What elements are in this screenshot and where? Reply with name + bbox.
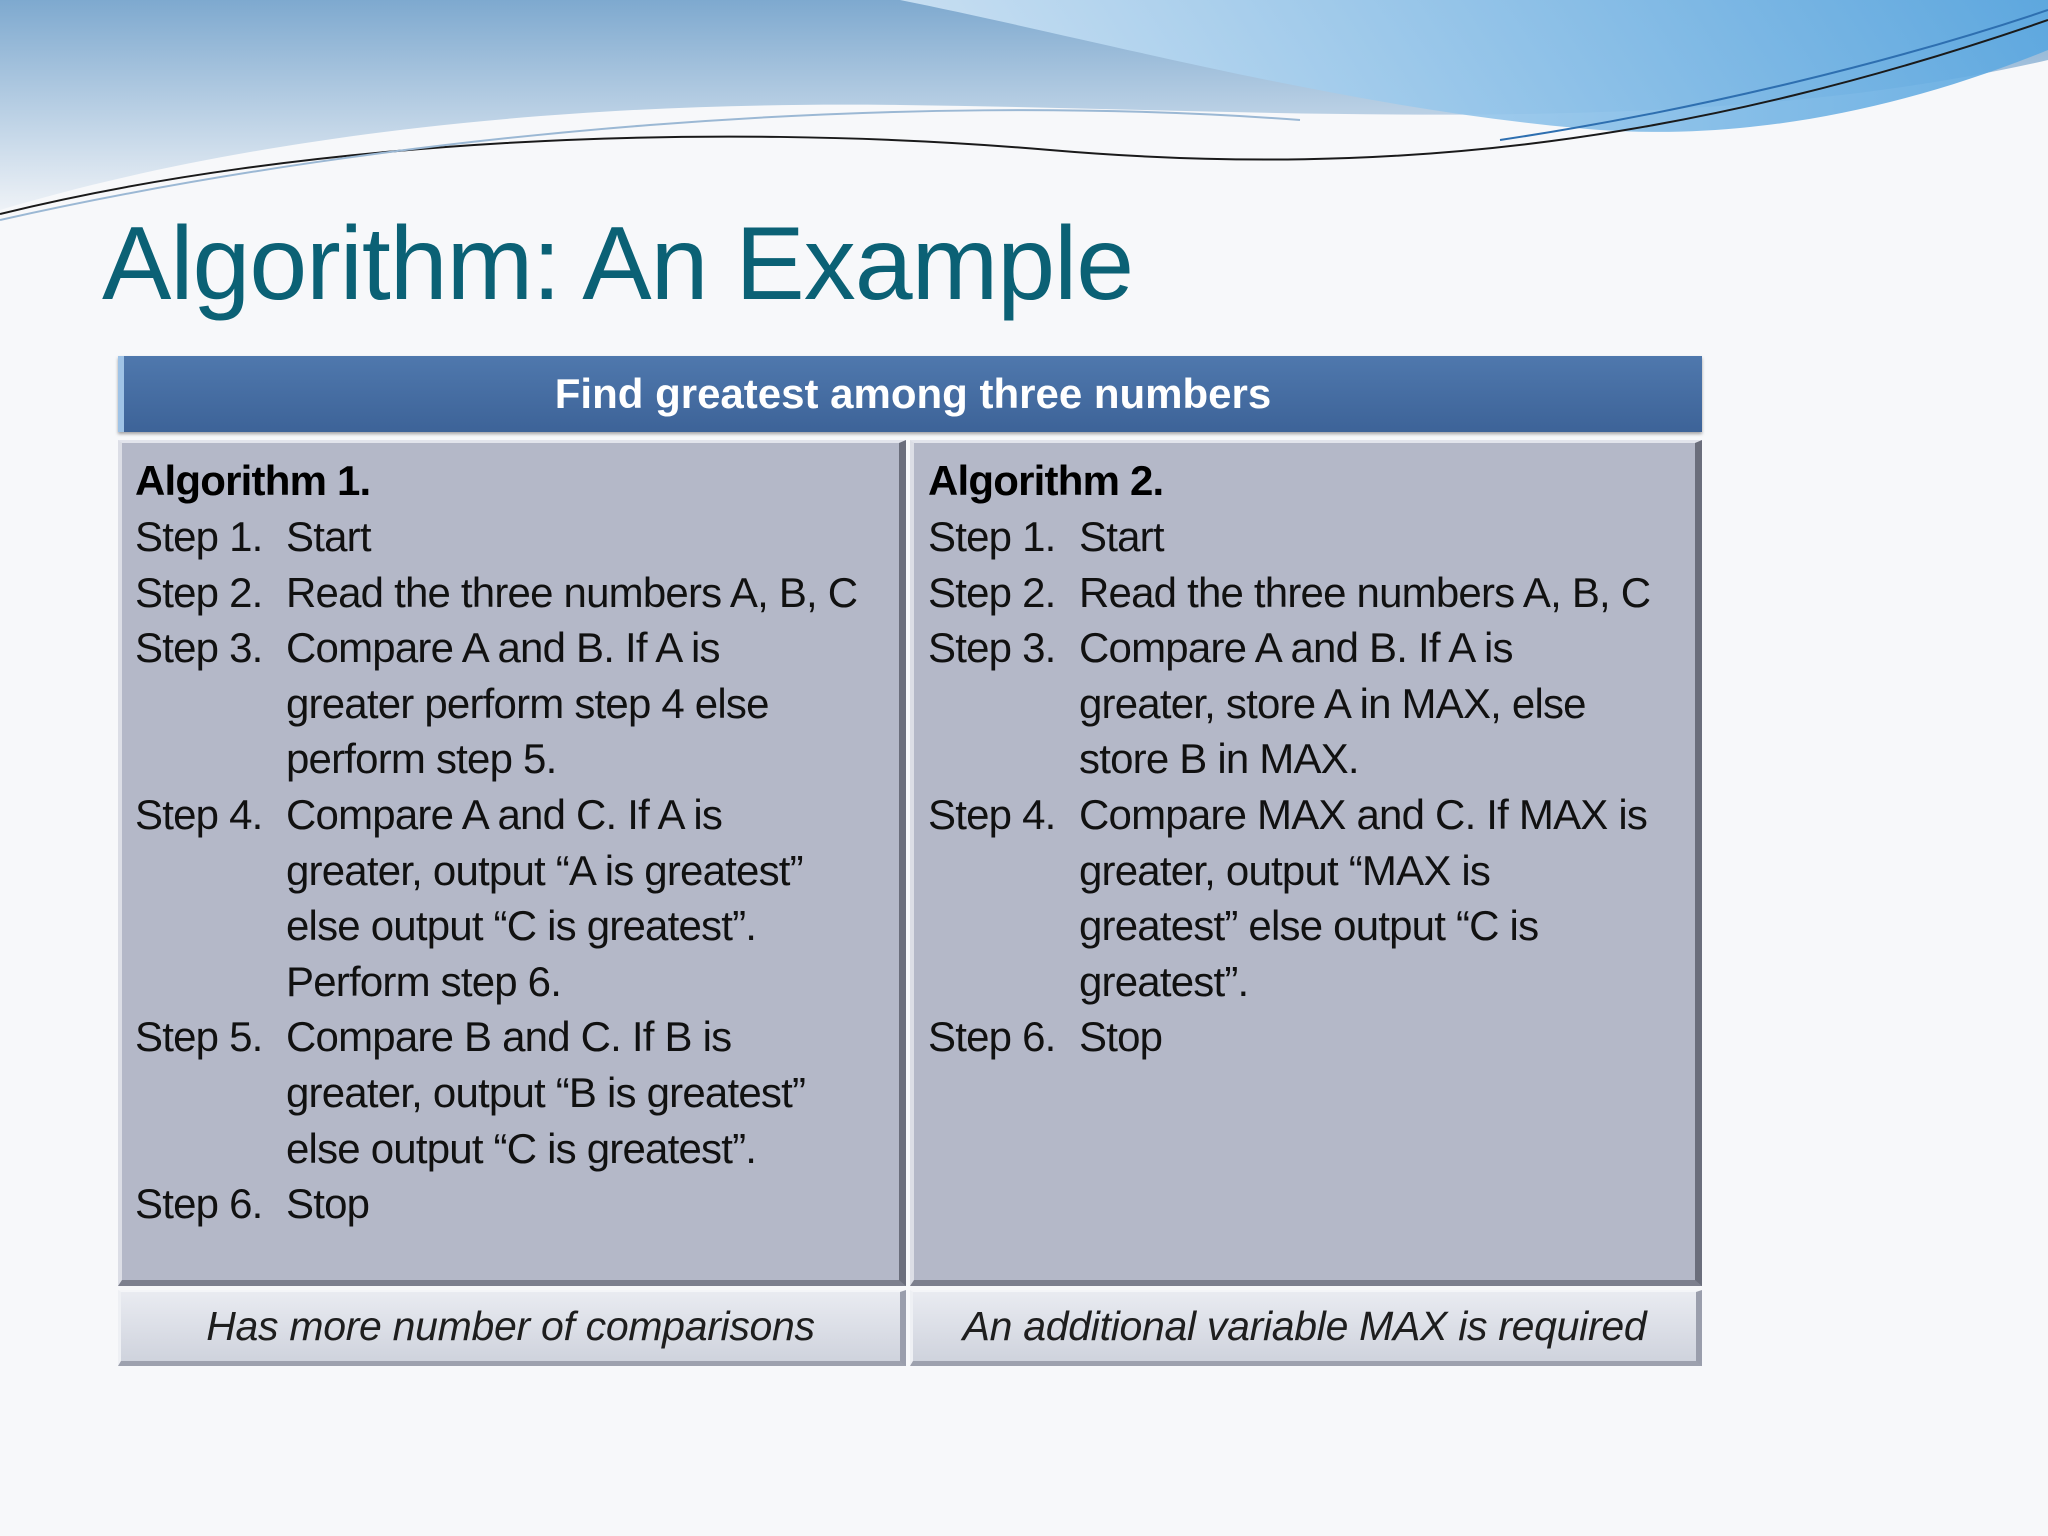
step-label: Step 1. (928, 513, 1056, 560)
step-line (928, 787, 1695, 1009)
step-line (135, 565, 899, 621)
step-text: Compare MAX and C. If MAX is greater, output “MAX is greatest” else output “C is greatest”. (1079, 790, 1648, 1005)
algorithm-1-cell (118, 440, 906, 1286)
step-line (928, 565, 1695, 621)
step-label: Step 2. (928, 568, 1056, 616)
step-text: Compare A and B. If A is greater perform step 4 else perform step 5. (286, 624, 769, 783)
step-label: Step 2. (135, 568, 263, 616)
step-label: Step 4. (135, 790, 263, 838)
step-line (928, 620, 1695, 787)
slide-title: Algorithm: An Example (102, 206, 1134, 322)
step-text: Start (1079, 513, 1164, 560)
table-header: Find greatest among three numbers (118, 356, 1702, 432)
algorithm-2-cell (910, 440, 1702, 1286)
step-line (135, 1009, 899, 1176)
step-line (135, 1176, 899, 1232)
step-line (928, 1009, 1695, 1065)
step-text: Start (286, 513, 371, 560)
step-line (135, 509, 899, 565)
step-text: Stop (1079, 1013, 1163, 1061)
step-label: Step 6. (135, 1180, 263, 1228)
step-text: Read the three numbers A, B, C (286, 568, 858, 616)
step-line (135, 787, 899, 1009)
step-text: Stop (286, 1180, 370, 1228)
step-label: Step 3. (135, 624, 263, 672)
step-line (928, 509, 1695, 565)
algorithm-1-title: Algorithm 1. (135, 457, 371, 504)
step-text: Compare B and C. If B is greater, output “B is greatest” else output “C is greatest”. (286, 1013, 806, 1172)
decorative-wave-header (0, 0, 2048, 240)
algorithm-2-note: An additional variable MAX is required (910, 1290, 1702, 1366)
step-label: Step 4. (928, 790, 1056, 838)
step-label: Step 6. (928, 1013, 1056, 1061)
step-label: Step 5. (135, 1013, 263, 1061)
step-text: Read the three numbers A, B, C (1079, 568, 1651, 616)
step-text: Compare A and C. If A is greater, output “A is greatest” else output “C is greatest”. Perform step 6. (286, 790, 803, 1005)
step-label: Step 3. (928, 624, 1056, 672)
step-label: Step 1. (135, 513, 263, 560)
algorithm-1-note: Has more number of comparisons (118, 1290, 906, 1366)
step-text: Compare A and B. If A is greater, store A in MAX, else store B in MAX. (1079, 624, 1586, 783)
algorithm-2-title: Algorithm 2. (928, 457, 1164, 504)
step-line (135, 620, 899, 787)
